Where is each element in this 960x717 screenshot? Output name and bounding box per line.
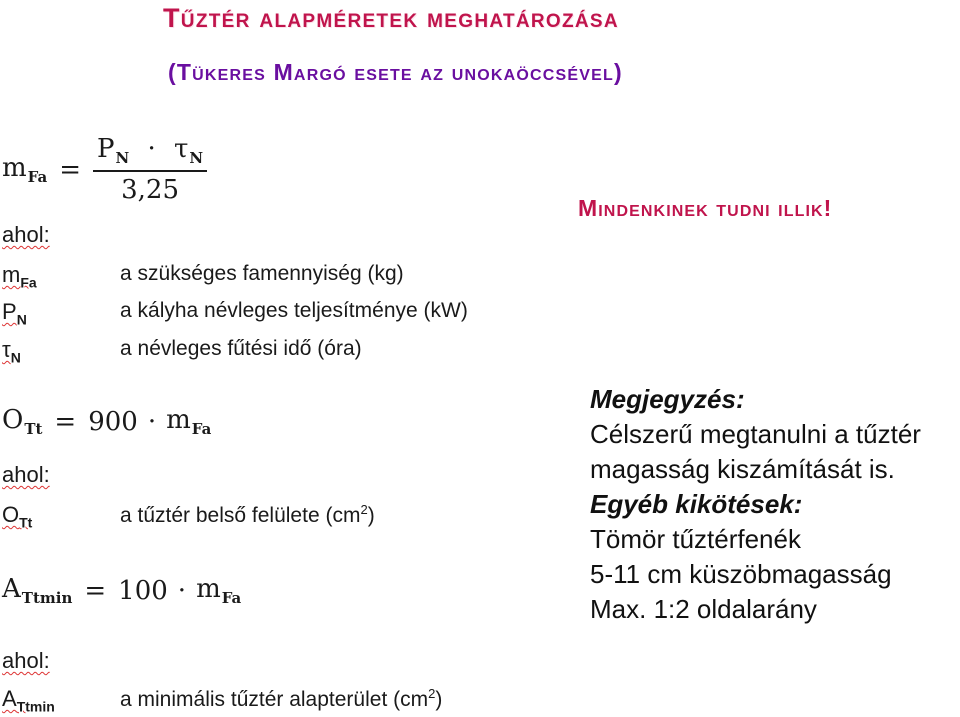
description-heating-time: a névleges fűtési idő (óra): [120, 337, 362, 360]
formula-coefficient: 100: [118, 575, 168, 606]
where-label: ahol:: [2, 462, 50, 487]
conditions-heading: Egyéb kikötések:: [590, 489, 803, 519]
symbol-p-n: $P_N$: [2, 299, 27, 328]
description-inner-surface: a tűztér belső felülete $(cm^2)$: [120, 502, 375, 527]
formula-min-base-area: [2, 574, 241, 607]
description-wood-mass: a szükséges famennyiség (kg): [120, 262, 404, 285]
equals-sign: =: [84, 575, 107, 606]
fraction-denominator: 3,25: [121, 175, 180, 205]
condition-line: 5-11 cm küszöbmagasság: [590, 559, 892, 589]
formula-variable: $m_{Fa}$: [196, 574, 242, 607]
note-line: Célszerű megtanulni a tűztér: [590, 419, 921, 449]
symbol-tau-n: $\tau_N$: [2, 337, 21, 366]
description-stove-power: a kályha névleges teljesítménye (kW): [120, 299, 468, 322]
symbol-a-ttmin: $A_{Ttmin}$: [2, 686, 55, 715]
fraction-numerator: $P_N \cdot \tau_N$: [93, 134, 207, 172]
description-min-base-area: a minimális tűztér alapterület $(cm^2)$: [120, 686, 443, 711]
where-label: ahol:: [2, 648, 50, 673]
note-block: [590, 382, 921, 627]
page-subtitle: (Tükeres Margó esete az unokaöccsével): [168, 59, 623, 85]
must-know-heading: Mindenkinek tudni illik!: [578, 195, 833, 221]
note-heading: Megjegyzés:: [590, 384, 745, 414]
formula-lhs: $A_{Ttmin}$: [2, 574, 73, 607]
formula-variable: $m_{Fa}$: [166, 405, 212, 438]
condition-line: Max. 1:2 oldalarány: [590, 594, 817, 624]
multiply-sign: ·: [177, 575, 187, 606]
formula-wood-mass: [2, 134, 207, 205]
formula-firebox-surface: [2, 405, 211, 438]
formula-lhs: $m_{Fa}$: [2, 153, 48, 186]
fraction: [93, 134, 207, 205]
symbol-o-tt: $O_{Tt}$: [2, 502, 33, 531]
multiply-sign: ·: [147, 406, 157, 437]
formula-coefficient: 900: [88, 406, 138, 437]
symbol-m-fa: $m_{Fa}$: [2, 262, 37, 291]
condition-line: Tömör tűztérfenék: [590, 524, 801, 554]
equals-sign: =: [54, 406, 77, 437]
where-label: ahol:: [2, 222, 50, 247]
note-line: magasság kiszámítását is.: [590, 454, 895, 484]
page-title: Tűztér alapméretek meghatározása: [163, 3, 619, 33]
equals-sign: =: [59, 154, 82, 185]
formula-lhs: $O_{Tt}$: [2, 405, 43, 438]
